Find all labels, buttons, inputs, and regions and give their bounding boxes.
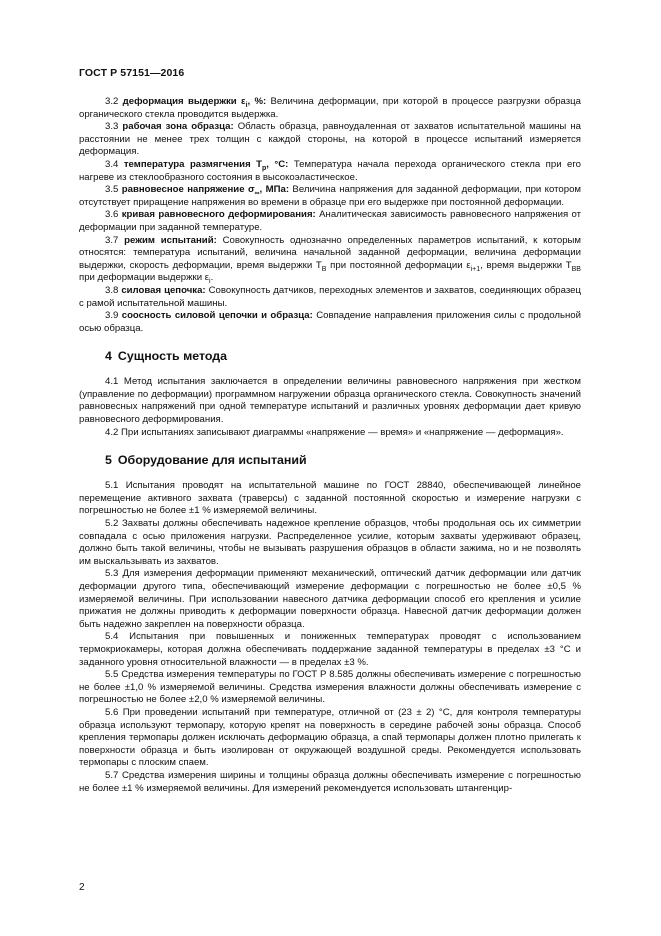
definition-term: деформация выдержки ε	[122, 96, 246, 107]
paragraph-5-2: 5.2 Захваты должны обеспечивать надежное крепление образцов, чтобы продольная ось их симметрии совпадала с осью приложения нагрузки. Распределенное усилие, которым захваты удерживают образец, должно быть такой величины, чтобы не вызывать разрушения образцов в области зажима, но и не позволять им выскальзывать из захватов.	[79, 518, 581, 567]
definition-text-sub: В	[321, 265, 327, 273]
definition-term: режим испытаний:	[124, 234, 217, 246]
definition-item	[79, 209, 581, 234]
definition-text2: при постоянной деформации ε	[326, 259, 471, 271]
section-title: Сущность метода	[117, 349, 228, 364]
paragraph-5-7: 5.7 Средства измерения ширины и толщины образца должны обеспечивать измерение с погрешностью не более ±1 % измеряемой величины. Для измерений рекомендуется использовать штангенцир-	[79, 769, 581, 794]
section-5-heading	[79, 453, 581, 467]
definition-term	[121, 184, 290, 198]
definition-text4: при деформации выдержки ε	[79, 272, 210, 284]
definition-term-sub: ∞	[254, 190, 260, 198]
definition-text3-sub: ВВ	[571, 265, 581, 273]
definition-term-tail: , %:	[247, 96, 267, 107]
definition-term-sub: i	[245, 101, 248, 109]
definition-term: рабочая зона образца:	[122, 121, 234, 133]
definition-term	[122, 310, 313, 321]
definition-num: 3.4	[105, 158, 119, 170]
definition-term	[122, 121, 233, 132]
paragraph-5-4: 5.4 Испытания при повышенных и пониженных температурах проводят с использованием термокриокамеры, которая должна обеспечивать поддержание заданной температуры в пределах ±3 °С и заданного уровня относительной влажности — в пределах ±3 %.	[79, 631, 581, 668]
definition-term	[124, 159, 289, 170]
definition-term	[122, 209, 316, 220]
definition-item	[79, 96, 581, 121]
document-body	[79, 96, 581, 795]
section-number: 4	[105, 349, 112, 364]
paragraph-4-2: 4.2 При испытаниях записывают диаграммы «напряжение — время» и «напряжение — деформация».	[105, 426, 564, 438]
definitions-list	[79, 96, 581, 335]
definition-item	[79, 121, 581, 159]
definition-num: 3.5	[105, 184, 119, 196]
section-number: 5	[105, 453, 112, 468]
definition-item	[79, 159, 581, 184]
definition-item	[79, 310, 581, 335]
definition-text: Совпадение направления приложения силы с продольной осью образца.	[79, 310, 581, 334]
paragraph-5-5: 5.5 Средства измерения температуры по ГОСТ Р 8.585 должны обеспечивать измерение с погрешностью не более ±1,0 % измеряемой величины. Средства измерения влажности должны обеспечивать измерение с погрешностью не более ±2,0 % измеряемой величины.	[79, 669, 581, 706]
definition-num: 3.8	[105, 284, 119, 296]
definition-term-sub: р	[262, 164, 267, 172]
page-number: 2	[79, 882, 85, 893]
paragraph-5-6: 5.6 При проведении испытаний при температуре, отличной от (23 ± 2) °С, для контроля температуры образца используют термопару, которую крепят на поверхность в середине рабочей зоны образца. Способ крепления термопары должен исключать деформацию образца, а спай термопары должен плотно прилегать к поверхности образца и быть изолирован от окружающей воздушной среды. Рекомендуется использовать термопары с плоским спаем.	[79, 706, 581, 769]
paragraph-4-1: 4.1 Метод испытания заключается в определении величины равновесного напряжения при жестком (управление по деформации) программном нагружении образца органического стекла. Совокупность значений равновесных напряжений при одной температуре испытаний и различных уровнях деформации дает кривую равновесного деформирования.	[79, 376, 581, 426]
definition-term: температура размягчения T	[123, 158, 262, 170]
definition-item	[79, 184, 581, 209]
definition-text2-sub: i+1	[470, 265, 481, 273]
definition-text: Область образца, равноудаленная от захватов испытательной машины на расстоянии не менее трех толщин с каждой стороны, на которой в процессе испытаний измеряется деформация.	[79, 121, 581, 158]
definition-term	[123, 96, 267, 107]
definition-term	[124, 235, 217, 246]
definition-num: 3.6	[105, 209, 119, 221]
definition-num: 3.7	[105, 234, 119, 246]
paragraph-5-3: 5.3 Для измерения деформации применяют механический, оптический датчик деформации или датчик деформации другого типа, обеспечивающий измерение деформации с погрешностью не более ±0,5 % измеряемой величины. При использовании навесного датчика деформации способ его крепления и усилие прижатия не должны приводить к деформации поверхности образца. Навесной датчик деформации должен быть надежно закреплен на поверхности образца.	[79, 568, 581, 630]
definition-term: кривая равновесного деформирования:	[121, 209, 316, 221]
definition-text4-sub: i	[209, 278, 211, 286]
definition-text: Аналитическая зависимость равновесного напряжения от деформации при заданной температуре.	[79, 209, 582, 233]
definition-term: равновесное напряжение σ	[121, 184, 255, 196]
definition-item	[79, 285, 581, 310]
definition-term: соосность силовой цепочки и образца:	[121, 310, 313, 322]
definition-term-tail: , МПа:	[259, 184, 290, 196]
definition-term: силовая цепочка:	[121, 284, 206, 296]
definition-term-tail: , °С:	[266, 158, 289, 170]
definition-text3: , время выдержки T	[480, 259, 572, 271]
section-title: Оборудование для испытаний	[117, 453, 307, 468]
definition-text: Температура начала перехода органического стекла при его нагреве из стеклообразного состояния в высокоэластическое.	[79, 158, 581, 183]
section-4-heading	[79, 349, 581, 363]
definition-text: Совокупность однозначно определенных параметров испытаний, к которым относятся: температура испытаний, величина начальной заданной деформации, величина деформации выдержки, скорость деформации, время выдержки T	[79, 234, 582, 271]
definition-item	[79, 235, 581, 285]
paragraph-5-1: 5.1 Испытания проводят на испытательной машине по ГОСТ 28840, обеспечивающей линейное перемещение активного захвата (траверсы) с заданной постоянной скоростью и измерение нагрузки с погрешностью не более ±1 % измеряемой величины.	[79, 480, 581, 517]
definition-term	[121, 285, 205, 296]
definition-num: 3.3	[105, 121, 119, 133]
document-header: ГОСТ Р 57151—2016	[79, 67, 185, 79]
definition-text: Совокупность датчиков, переходных элементов и захватов, соединяющих образец с рамой испытательной машины.	[79, 284, 581, 309]
definition-num: 3.2	[105, 96, 119, 107]
definition-text: Величина деформации, при которой в процессе разгрузки образца органического стекла проводится выдержка.	[79, 96, 581, 120]
definition-text: Величина напряжения для заданной деформации, при котором отсутствует приращение напряжения во времени в образце при его выдержке при постоянной деформации.	[79, 184, 581, 208]
definition-num: 3.9	[105, 310, 119, 322]
definition-text5: .	[210, 272, 214, 284]
